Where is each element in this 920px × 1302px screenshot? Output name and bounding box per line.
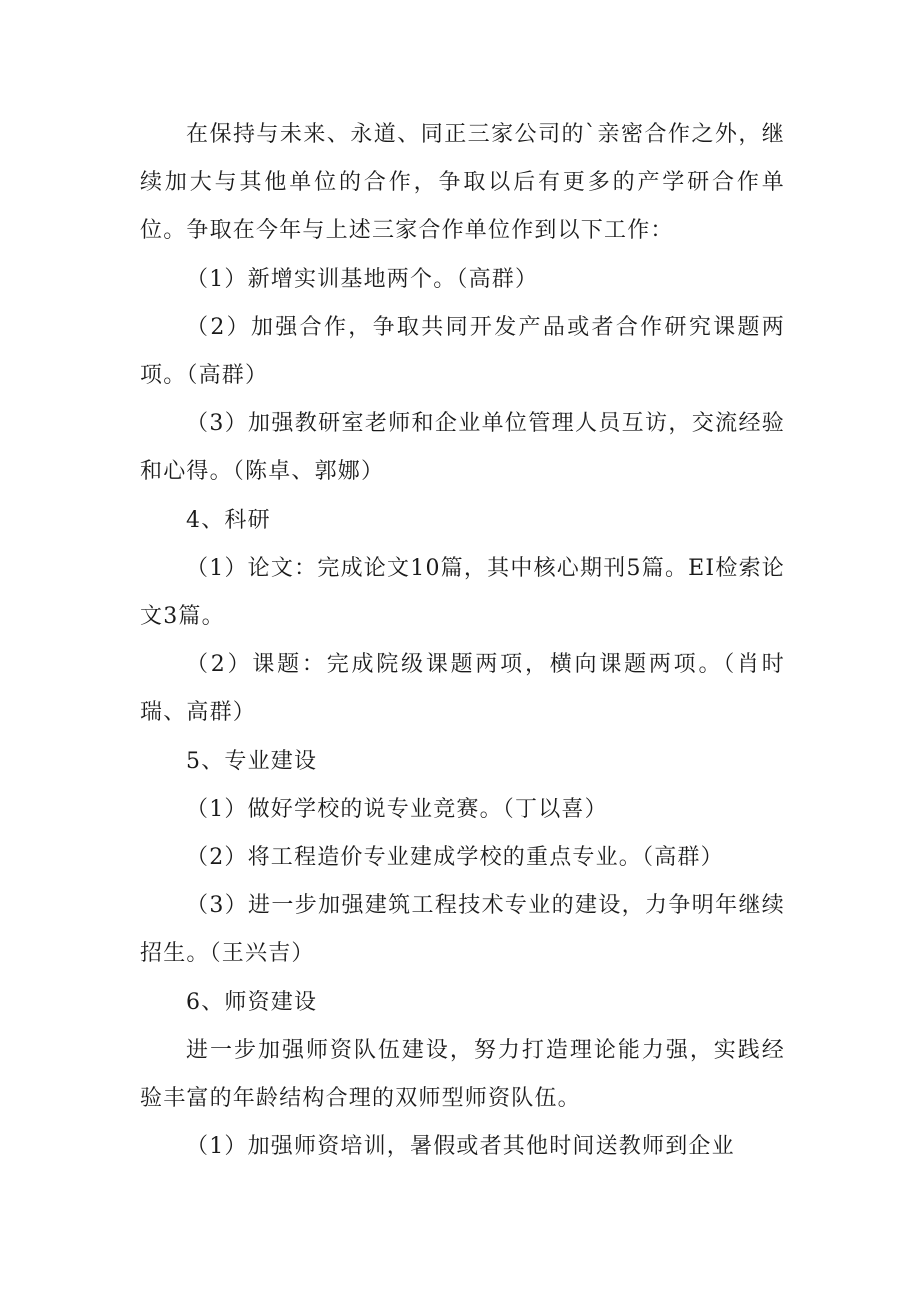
paragraph-item-construction-major: （3）进一步加强建筑工程技术专业的建设，力争明年继续招生。（王兴吉） [140,893,785,967]
paragraph-faculty-intro: 进一步加强师资队伍建设，努力打造理论能力强，实践经验丰富的年龄结构合理的双师型师资队伍。 [140,1037,785,1112]
paragraph-item-projects: （2）课题：完成院级课题两项，横向课题两项。（肖时瑞、高群） [140,652,785,726]
section-heading-major-building: 5、专业建设 [186,748,318,774]
document-body [140,111,785,1171]
section-heading-research: 4、科研 [186,507,271,533]
paragraph-item-mutual-visits: （3）加强教研室老师和企业单位管理人员互访，交流经验和心得。（陈卓、郭娜） [140,411,785,485]
paragraph-item-key-major: （2）将工程造价专业建成学校的重点专业。（高群） [186,845,724,871]
paragraph-item-training-base: （1）新增实训基地两个。（高群） [186,266,539,292]
paragraph-item-joint-research: （2）加强合作，争取共同开发产品或者合作研究课题两项。（高群） [140,314,785,389]
section-heading-faculty: 6、师资建设 [186,989,318,1015]
paragraph-item-faculty-training: （1）加强师资培训，暑假或者其他时间送教师到企业 [186,1134,735,1160]
paragraph-cooperation-intro: 在保持与未来、永道、同正三家公司的`亲密合作之外，继续加大与其他单位的合作，争取以后有更多的产学研合作单位。争取在今年与上述三家合作单位作到以下工作： [140,122,785,244]
paragraph-item-papers: （1）论文：完成论文10篇，其中核心期刊5篇。EI检索论文3篇。 [140,555,785,630]
paragraph-item-competition: （1）做好学校的说专业竞赛。（丁以喜） [186,796,608,822]
